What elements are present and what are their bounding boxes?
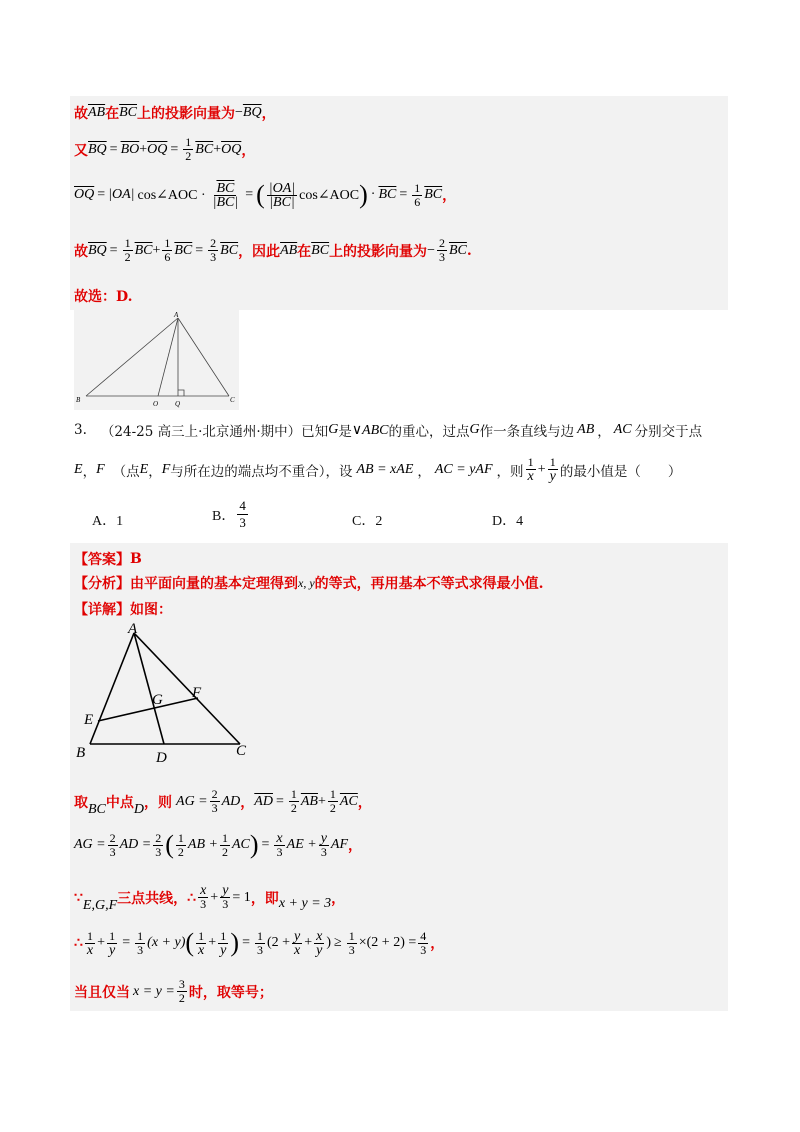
- label-a: A: [128, 621, 138, 637]
- step-equality: [74, 978, 273, 1005]
- vector-ac: $\overline{AC}$: [339, 793, 358, 809]
- plus: +: [97, 935, 106, 950]
- step-collinear: [74, 884, 345, 911]
- text: 故: [74, 243, 88, 260]
- text: ，因此: [238, 243, 281, 260]
- var-d: D: [133, 801, 145, 817]
- label-e: E: [84, 712, 94, 728]
- fraction: $\frac{1}{2}$: [329, 787, 336, 815]
- figure-triangle-projection: [74, 310, 239, 410]
- vector-bc: $\overline{BC}$: [119, 105, 137, 120]
- text: 在: [297, 243, 312, 260]
- text: ，: [430, 936, 445, 952]
- fraction: $\frac{x}{3}$: [276, 830, 283, 859]
- vars-xy: x, y: [298, 575, 315, 590]
- equation-ac: AC = yAF: [434, 461, 493, 477]
- plus: +: [210, 889, 219, 905]
- var-g: G: [469, 422, 480, 437]
- fraction: $\frac{1}{2}$: [177, 830, 184, 859]
- fraction: $\frac{2}{3}$: [438, 236, 445, 264]
- text: ，: [597, 424, 611, 440]
- paren-term: (2 +: [266, 935, 291, 950]
- equals: =: [399, 187, 408, 202]
- step-inequality: [74, 928, 444, 958]
- fraction: $\frac{1}{3}$: [348, 928, 355, 957]
- text: 分别交于点: [634, 424, 703, 440]
- line-bq-sum: [74, 136, 255, 163]
- analysis-line: [74, 573, 544, 593]
- text: ，则: [144, 794, 173, 811]
- answer-value: B: [130, 551, 142, 567]
- plus: +: [317, 793, 326, 809]
- vector-bq: $\overline{BQ}$: [242, 105, 262, 120]
- fraction: $\frac{1}{6}$: [164, 236, 171, 264]
- fraction: $\frac{1}{y}$: [220, 928, 227, 958]
- equals: =: [122, 935, 131, 950]
- option-b[interactable]: [212, 498, 250, 531]
- option-a[interactable]: [92, 510, 123, 530]
- text: 作一条直线与边: [479, 424, 575, 440]
- vector-bq: $\overline{BQ}$: [88, 242, 107, 258]
- line-conclusion: [74, 237, 472, 264]
- equals: =: [261, 837, 270, 852]
- fraction: $\frac{4}{3}$: [239, 498, 246, 530]
- text: 的最小值是（ ）: [559, 463, 682, 480]
- option-d[interactable]: [492, 510, 523, 530]
- equals: =: [170, 141, 179, 157]
- text: ，: [442, 188, 457, 204]
- label-a: A: [174, 311, 179, 319]
- text: 三点共线，: [117, 890, 188, 907]
- plus: +: [152, 242, 161, 258]
- fraction: $\frac{1}{x}$: [198, 928, 205, 958]
- text: 中点: [105, 794, 134, 811]
- fraction: $\frac{y}{3}$: [320, 830, 327, 859]
- var-f: F: [161, 461, 171, 477]
- paren: ): [326, 935, 332, 950]
- label-g: G: [152, 692, 163, 708]
- text: 由平面向量的基本定理得到: [130, 576, 298, 592]
- vector-oq: $\overline{OQ}$: [147, 141, 168, 157]
- vector-ae: AE +: [286, 837, 317, 852]
- fraction: $\frac{1}{x}$: [527, 455, 534, 484]
- fraction: $\frac{1}{6}$: [414, 180, 421, 209]
- paren: (: [256, 180, 265, 209]
- fraction: $\frac{1}{2}$: [124, 236, 131, 264]
- fraction: $\frac{1}{y}$: [109, 928, 116, 958]
- text: （点: [112, 463, 140, 480]
- question-number: 3.: [74, 422, 87, 438]
- equals-one: = 1: [232, 889, 251, 905]
- text: 与所在边的端点均不重合），设: [170, 463, 353, 480]
- vector-bc: $\overline{BC}$: [311, 242, 330, 258]
- text: ，: [148, 463, 162, 480]
- therefore-symbol: ∴: [187, 889, 197, 906]
- vector-bq: $\overline{BQ}$: [88, 141, 107, 157]
- detail-tag: 【详解】: [74, 602, 130, 618]
- fraction: $\frac{y}{x}$: [294, 928, 301, 958]
- vector-ab: $\overline{AB}$: [88, 105, 106, 120]
- answer-choice: [74, 286, 133, 306]
- detail-line: [74, 599, 172, 619]
- fraction: $\frac{1}{y}$: [549, 455, 556, 484]
- triangle-abc: ∨ABC: [351, 422, 389, 438]
- text: ，: [261, 106, 276, 122]
- var-e: E: [74, 461, 83, 477]
- vector-ag: AG =: [74, 837, 106, 852]
- fraction: $\frac{2}{3}$: [109, 830, 116, 859]
- label-c: C: [236, 743, 247, 759]
- vector-af: AF: [330, 837, 349, 852]
- fraction: $\frac{1}{2}$: [221, 830, 228, 859]
- option-c[interactable]: [352, 510, 382, 530]
- text: （24-25 高三上·北京通州·期中）已知: [100, 424, 329, 440]
- vector-ag: AG =: [176, 793, 208, 809]
- vector-bc: $\overline{BC}$: [195, 141, 214, 157]
- answer-tag: 【答案】: [74, 552, 130, 568]
- line-projection: [74, 103, 276, 123]
- text: 上的投影向量为: [329, 243, 428, 260]
- question-line-2: [74, 456, 681, 483]
- line-oq-formula: [74, 180, 456, 210]
- plus: +: [208, 935, 217, 950]
- fraction: $\frac{2}{3}$: [211, 787, 218, 815]
- vector-oq: $\overline{OQ}$: [74, 187, 95, 202]
- text: 故选：D.: [74, 289, 133, 305]
- label-q: Q: [175, 400, 181, 408]
- cos-term: cos∠AOC ·: [137, 187, 206, 203]
- result-xy: x + y = 3: [278, 895, 332, 911]
- step-ag-expansion: [74, 830, 362, 860]
- vector-bc: $\overline{BC}$: [134, 242, 153, 258]
- equals: =: [109, 242, 118, 258]
- var-e: E: [139, 461, 149, 477]
- vector-bc: $\overline{BC}$: [448, 242, 467, 258]
- paren: (: [185, 928, 195, 957]
- var-ab: AB: [577, 422, 595, 437]
- text: 的重心，过点: [388, 424, 470, 440]
- equals: =: [195, 242, 204, 258]
- vector-ab: $\overline{AB}$: [300, 793, 318, 809]
- fraction: $\frac{1}{3}$: [137, 928, 144, 957]
- vector-ac: AC: [231, 837, 250, 852]
- text: 如图：: [130, 602, 172, 618]
- fraction: $\frac{1}{2}$: [185, 135, 192, 163]
- equals: =: [275, 793, 284, 809]
- times-term: ×(2 + 2) =: [358, 935, 417, 950]
- sum-xy: (x + y): [147, 935, 186, 950]
- because-symbol: ∵: [74, 889, 83, 906]
- equals: =: [245, 187, 254, 202]
- vector-bc: $\overline{BC}$: [378, 187, 397, 202]
- option-label: A．: [92, 514, 117, 529]
- option-value: 4: [516, 514, 524, 529]
- text: .: [466, 242, 472, 259]
- question-line-1: [74, 420, 702, 440]
- vector-ad: AD =: [119, 837, 152, 852]
- vector-ad: AD: [221, 793, 241, 809]
- var-ac: AC: [613, 422, 632, 437]
- label-d: D: [156, 750, 167, 766]
- option-value: 1: [116, 514, 124, 529]
- fraction: $\frac{2}{3}$: [210, 236, 217, 264]
- text: ，即: [250, 890, 279, 907]
- option-label: C．: [352, 514, 376, 529]
- fraction: $\frac{2}{3}$: [155, 830, 162, 859]
- text: ，: [241, 142, 256, 159]
- vector-bo: $\overline{BO}$: [120, 141, 140, 157]
- fraction: $\frac{3}{2}$: [178, 977, 185, 1005]
- abs-oa: |OA|: [108, 187, 135, 202]
- step-midpoint: [74, 788, 372, 815]
- vector-ad: $\overline{AD}$: [254, 793, 273, 809]
- text: ，: [240, 794, 255, 811]
- equals: =: [242, 935, 250, 950]
- text: 上的投影向量为: [137, 106, 235, 122]
- label-f: F: [192, 685, 202, 701]
- equals: =: [97, 187, 106, 202]
- option-label: D．: [492, 514, 517, 529]
- paren: (: [165, 830, 174, 859]
- text: 时，取等号；: [188, 984, 273, 1001]
- var-f: F: [96, 461, 105, 477]
- fraction: $\frac{1}{3}$: [256, 928, 263, 957]
- text: 故: [74, 106, 88, 122]
- plus: +: [537, 461, 546, 477]
- text: 当且仅当: [74, 984, 130, 1001]
- label-b: B: [76, 396, 81, 404]
- paren: ): [249, 830, 259, 859]
- paren: ): [230, 928, 240, 957]
- text: ，: [348, 838, 363, 854]
- fraction: $\frac{x}{3}$: [200, 883, 207, 911]
- label-c: C: [230, 396, 235, 404]
- plus: +: [213, 141, 222, 157]
- var-bc: BC: [88, 801, 106, 817]
- text: ，则: [496, 463, 524, 480]
- dot: ·: [370, 187, 376, 202]
- label-o: O: [153, 400, 159, 408]
- text: ，: [417, 463, 431, 480]
- fraction: $\frac{1}{x}$: [86, 928, 94, 958]
- text: 是: [338, 424, 352, 440]
- therefore-symbol: ∴: [74, 935, 83, 951]
- label-b: B: [76, 745, 86, 761]
- equals: =: [109, 141, 118, 157]
- cos-term: cos∠AOC: [299, 187, 360, 203]
- fraction: $\frac{|OA|}{|BC|}$: [268, 180, 296, 210]
- fraction: $\frac{x}{y}$: [316, 928, 323, 958]
- text: ，: [82, 463, 97, 480]
- vector-bc: $\overline{BC}$: [174, 242, 193, 258]
- vector-bc: $\overline{BC}$: [424, 187, 443, 202]
- equation-ab: AB = xAE: [356, 461, 414, 477]
- fraction: $\frac{y}{3}$: [222, 883, 229, 911]
- text: 在: [105, 106, 120, 122]
- vector-ab: AB +: [187, 837, 218, 852]
- text: ，: [331, 890, 346, 907]
- var-g: G: [328, 422, 339, 437]
- option-value: 2: [375, 514, 383, 529]
- minus-sign: −: [427, 242, 435, 258]
- vector-bc: $\overline{BC}$: [220, 242, 239, 258]
- points-egf: E,G,F: [82, 897, 118, 913]
- figure-triangle-centroid: [74, 618, 264, 768]
- vector-oq: $\overline{OQ}$: [221, 141, 242, 157]
- text: 的等式，再用基本不等式求得最小值.: [314, 576, 544, 592]
- fraction: $\frac{\overline{BC}}{|BC|}$: [212, 180, 239, 210]
- text: 取: [74, 794, 88, 811]
- analysis-tag: 【分析】: [74, 576, 130, 592]
- fraction: $\frac{4}{3}$: [420, 928, 427, 957]
- paren: ): [359, 180, 368, 209]
- equation-xy: x = y =: [133, 983, 175, 999]
- answer-line: [74, 549, 142, 569]
- vector-ab: $\overline{AB}$: [280, 242, 298, 258]
- text: ，: [357, 794, 372, 811]
- minus-sign: −: [235, 105, 243, 120]
- option-label: B．: [212, 508, 236, 524]
- text: 又: [74, 142, 88, 159]
- plus: +: [139, 141, 148, 157]
- plus: +: [304, 935, 313, 950]
- fraction: $\frac{1}{2}$: [290, 787, 297, 815]
- geq: ≥: [334, 935, 342, 950]
